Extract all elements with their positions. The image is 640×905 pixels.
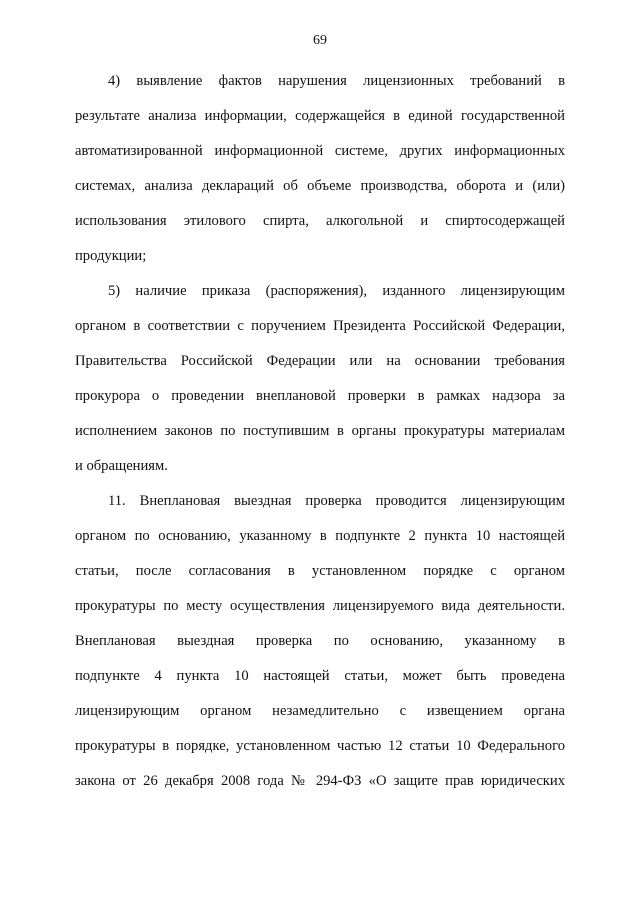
text-line: лицензирующим органом незамедлительно с извещением органа (75, 703, 565, 719)
text-line: 11. Внеплановая выездная проверка проводится лицензирующим (108, 493, 565, 509)
text-line: результате анализа информации, содержащейся в единой государственной (75, 108, 565, 124)
text-line: органом в соответствии с поручением Президента Российской Федерации, (75, 318, 565, 334)
text-line: прокуратуры по месту осуществления лицензируемого вида деятельности. (75, 598, 565, 614)
text-line: 5) наличие приказа (распоряжения), изданного лицензирующим (108, 283, 565, 299)
page-number: 69 (313, 33, 327, 48)
text-line: продукции; (75, 248, 147, 264)
text-line: подпункте 4 пункта 10 настоящей статьи, может быть проведена (75, 668, 565, 684)
text-line: и обращениям. (75, 458, 168, 474)
text-line: прокуратуры в порядке, установленном частью 12 статьи 10 Федерального (75, 738, 565, 754)
text-line: 4) выявление фактов нарушения лицензионных требований в (108, 73, 565, 89)
text-line: статьи, после согласования в установленном порядке с органом (75, 563, 565, 579)
text-line: органом по основанию, указанному в подпункте 2 пункта 10 настоящей (75, 528, 565, 544)
text-line: исполнением законов по поступившим в органы прокуратуры материалам (75, 423, 565, 439)
text-line: Внеплановая выездная проверка по основанию, указанному в (75, 633, 565, 649)
text-line: системах, анализа деклараций об объеме производства, оборота и (или) (75, 178, 565, 194)
text-line: автоматизированной информационной системе, других информационных (75, 143, 565, 159)
text-line: прокурора о проведении внеплановой проверки в рамках надзора за (75, 388, 565, 404)
text-line: использования этилового спирта, алкогольной и спиртосодержащей (75, 213, 565, 229)
text-line: закона от 26 декабря 2008 года № 294-ФЗ «О защите прав юридических (75, 773, 565, 789)
text-line: Правительства Российской Федерации или на основании требования (75, 353, 565, 369)
